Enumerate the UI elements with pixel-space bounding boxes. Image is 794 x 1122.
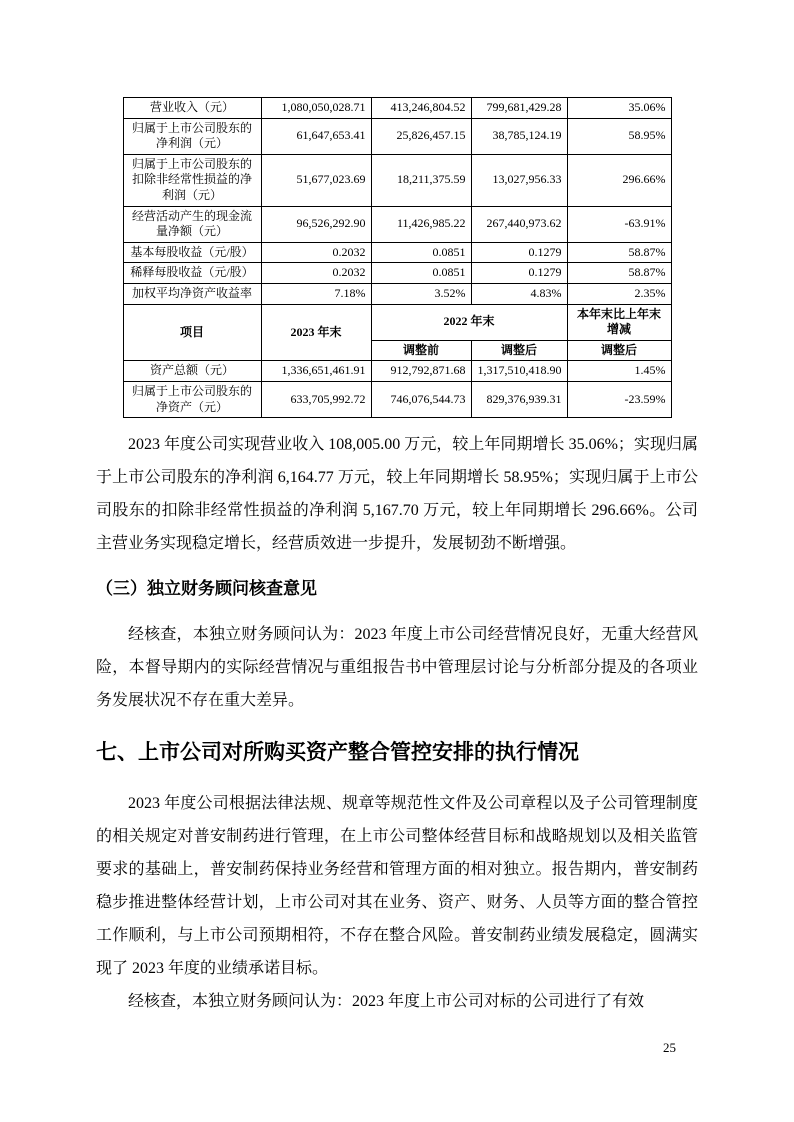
value-2022-pre-adjust: 18,211,375.59 (371, 154, 471, 206)
value-2022-post-adjust: 38,785,124.19 (471, 118, 567, 154)
table-header-row (123, 304, 671, 340)
table-row (123, 361, 671, 382)
paragraph-advisor-opinion: 经核查，本独立财务顾问认为：2023 年度上市公司经营情况良好，无重大经营风险，本督导期内的实际经营情况与重组报告书中管理层讨论与分析部分提及的各项业务发展状况不存在重大差异。 (96, 626, 698, 710)
subheader-change-post-adjust: 调整后 (567, 340, 671, 361)
metric-label: 稀释每股收益（元/股） (123, 263, 261, 284)
value-change: 296.66% (567, 154, 671, 206)
financial-summary-table (123, 97, 672, 418)
value-change: -63.91% (567, 206, 671, 242)
value-2022-post-adjust: 0.1279 (471, 263, 567, 284)
value-2023: 51,677,023.69 (261, 154, 371, 206)
value-2023: 0.2032 (261, 242, 371, 263)
header-2022: 2022 年末 (371, 304, 567, 340)
table-row (123, 381, 671, 417)
value-change: 58.87% (567, 263, 671, 284)
value-2022-pre-adjust: 3.52% (371, 283, 471, 304)
value-2023: 61,647,653.41 (261, 118, 371, 154)
table-row (123, 98, 671, 119)
value-2022-post-adjust: 267,440,973.62 (471, 206, 567, 242)
metric-label: 归属于上市公司股东的扣除非经常性损益的净利润（元） (123, 154, 261, 206)
table-row (123, 118, 671, 154)
value-2022-pre-adjust: 25,826,457.15 (371, 118, 471, 154)
value-2023: 1,080,050,028.71 (261, 98, 371, 119)
value-change: 58.87% (567, 242, 671, 263)
metric-label: 营业收入（元） (123, 98, 261, 119)
table-row (123, 206, 671, 242)
paragraph-results-summary: 2023 年度公司实现营业收入 108,005.00 万元，较上年同期增长 35.06%；实现归属于上市公司股东的净利润 6,164.77 万元，较上年同期增长 58.95%；实现归属于上市公司股东的扣除非经常性损益的净利润 5,167.70 万元，较上年同期增长 296.66%。公司主营业务实现稳定增长，经营质效进一步提升，发展韧劲不断增强。 (96, 436, 698, 553)
table-row (123, 154, 671, 206)
value-2022-post-adjust: 829,376,939.31 (471, 381, 567, 417)
value-2023: 1,336,651,461.91 (261, 361, 371, 382)
table-row (123, 283, 671, 304)
metric-label: 加权平均净资产收益率 (123, 283, 261, 304)
paragraph-integration-control: 2023 年度公司根据法律法规、规章等规范性文件及公司章程以及子公司管理制度的相关规定对普安制药进行管理，在上市公司整体经营目标和战略规划以及相关监管要求的基础上，普安制药保持业务经营和管理方面的相对独立。报告期内，普安制药稳步推进整体经营计划，上市公司对其在业务、资产、财务、人员等方面的整合管控工作顺利，与上市公司预期相符，不存在整合风险。普安制药业绩发展稳定，圆满实现了 2023 年度的业绩承诺目标。 (96, 795, 698, 978)
metric-label: 资产总额（元） (123, 361, 261, 382)
header-2023: 2023 年末 (261, 304, 371, 361)
heading-advisor-opinion: （三）独立财务顾问核查意见 (96, 579, 317, 599)
value-2022-post-adjust: 1,317,510,418.90 (471, 361, 567, 382)
value-2022-pre-adjust: 0.0851 (371, 263, 471, 284)
value-2022-post-adjust: 0.1279 (471, 242, 567, 263)
value-2022-pre-adjust: 746,076,544.73 (371, 381, 471, 417)
value-2023: 96,526,292.90 (261, 206, 371, 242)
value-2023: 7.18% (261, 283, 371, 304)
value-change: 58.95% (567, 118, 671, 154)
table-row (123, 242, 671, 263)
subheader-pre-adjust: 调整前 (371, 340, 471, 361)
value-2022-pre-adjust: 0.0851 (371, 242, 471, 263)
metric-label: 归属于上市公司股东的净资产（元） (123, 381, 261, 417)
value-change: -23.59% (567, 381, 671, 417)
heading-section-seven: 七、上市公司对所购买资产整合管控安排的执行情况 (96, 741, 579, 765)
value-2022-pre-adjust: 413,246,804.52 (371, 98, 471, 119)
value-2022-pre-adjust: 11,426,985.22 (371, 206, 471, 242)
value-change: 35.06% (567, 98, 671, 119)
header-change: 本年末比上年末增减 (567, 304, 671, 340)
header-item: 项目 (123, 304, 261, 361)
metric-label: 经营活动产生的现金流量净额（元） (123, 206, 261, 242)
value-2022-post-adjust: 4.83% (471, 283, 567, 304)
page-number: 25 (663, 1040, 676, 1055)
metric-label: 归属于上市公司股东的净利润（元） (123, 118, 261, 154)
table-row (123, 263, 671, 284)
value-2023: 633,705,992.72 (261, 381, 371, 417)
value-change: 2.35% (567, 283, 671, 304)
value-2022-post-adjust: 13,027,956.33 (471, 154, 567, 206)
value-2022-post-adjust: 799,681,429.28 (471, 98, 567, 119)
paragraph-verification: 经核查，本独立财务顾问认为：2023 年度上市公司对标的公司进行了有效 (128, 993, 645, 1011)
metric-label: 基本每股收益（元/股） (123, 242, 261, 263)
value-change: 1.45% (567, 361, 671, 382)
value-2023: 0.2032 (261, 263, 371, 284)
subheader-post-adjust: 调整后 (471, 340, 567, 361)
value-2022-pre-adjust: 912,792,871.68 (371, 361, 471, 382)
